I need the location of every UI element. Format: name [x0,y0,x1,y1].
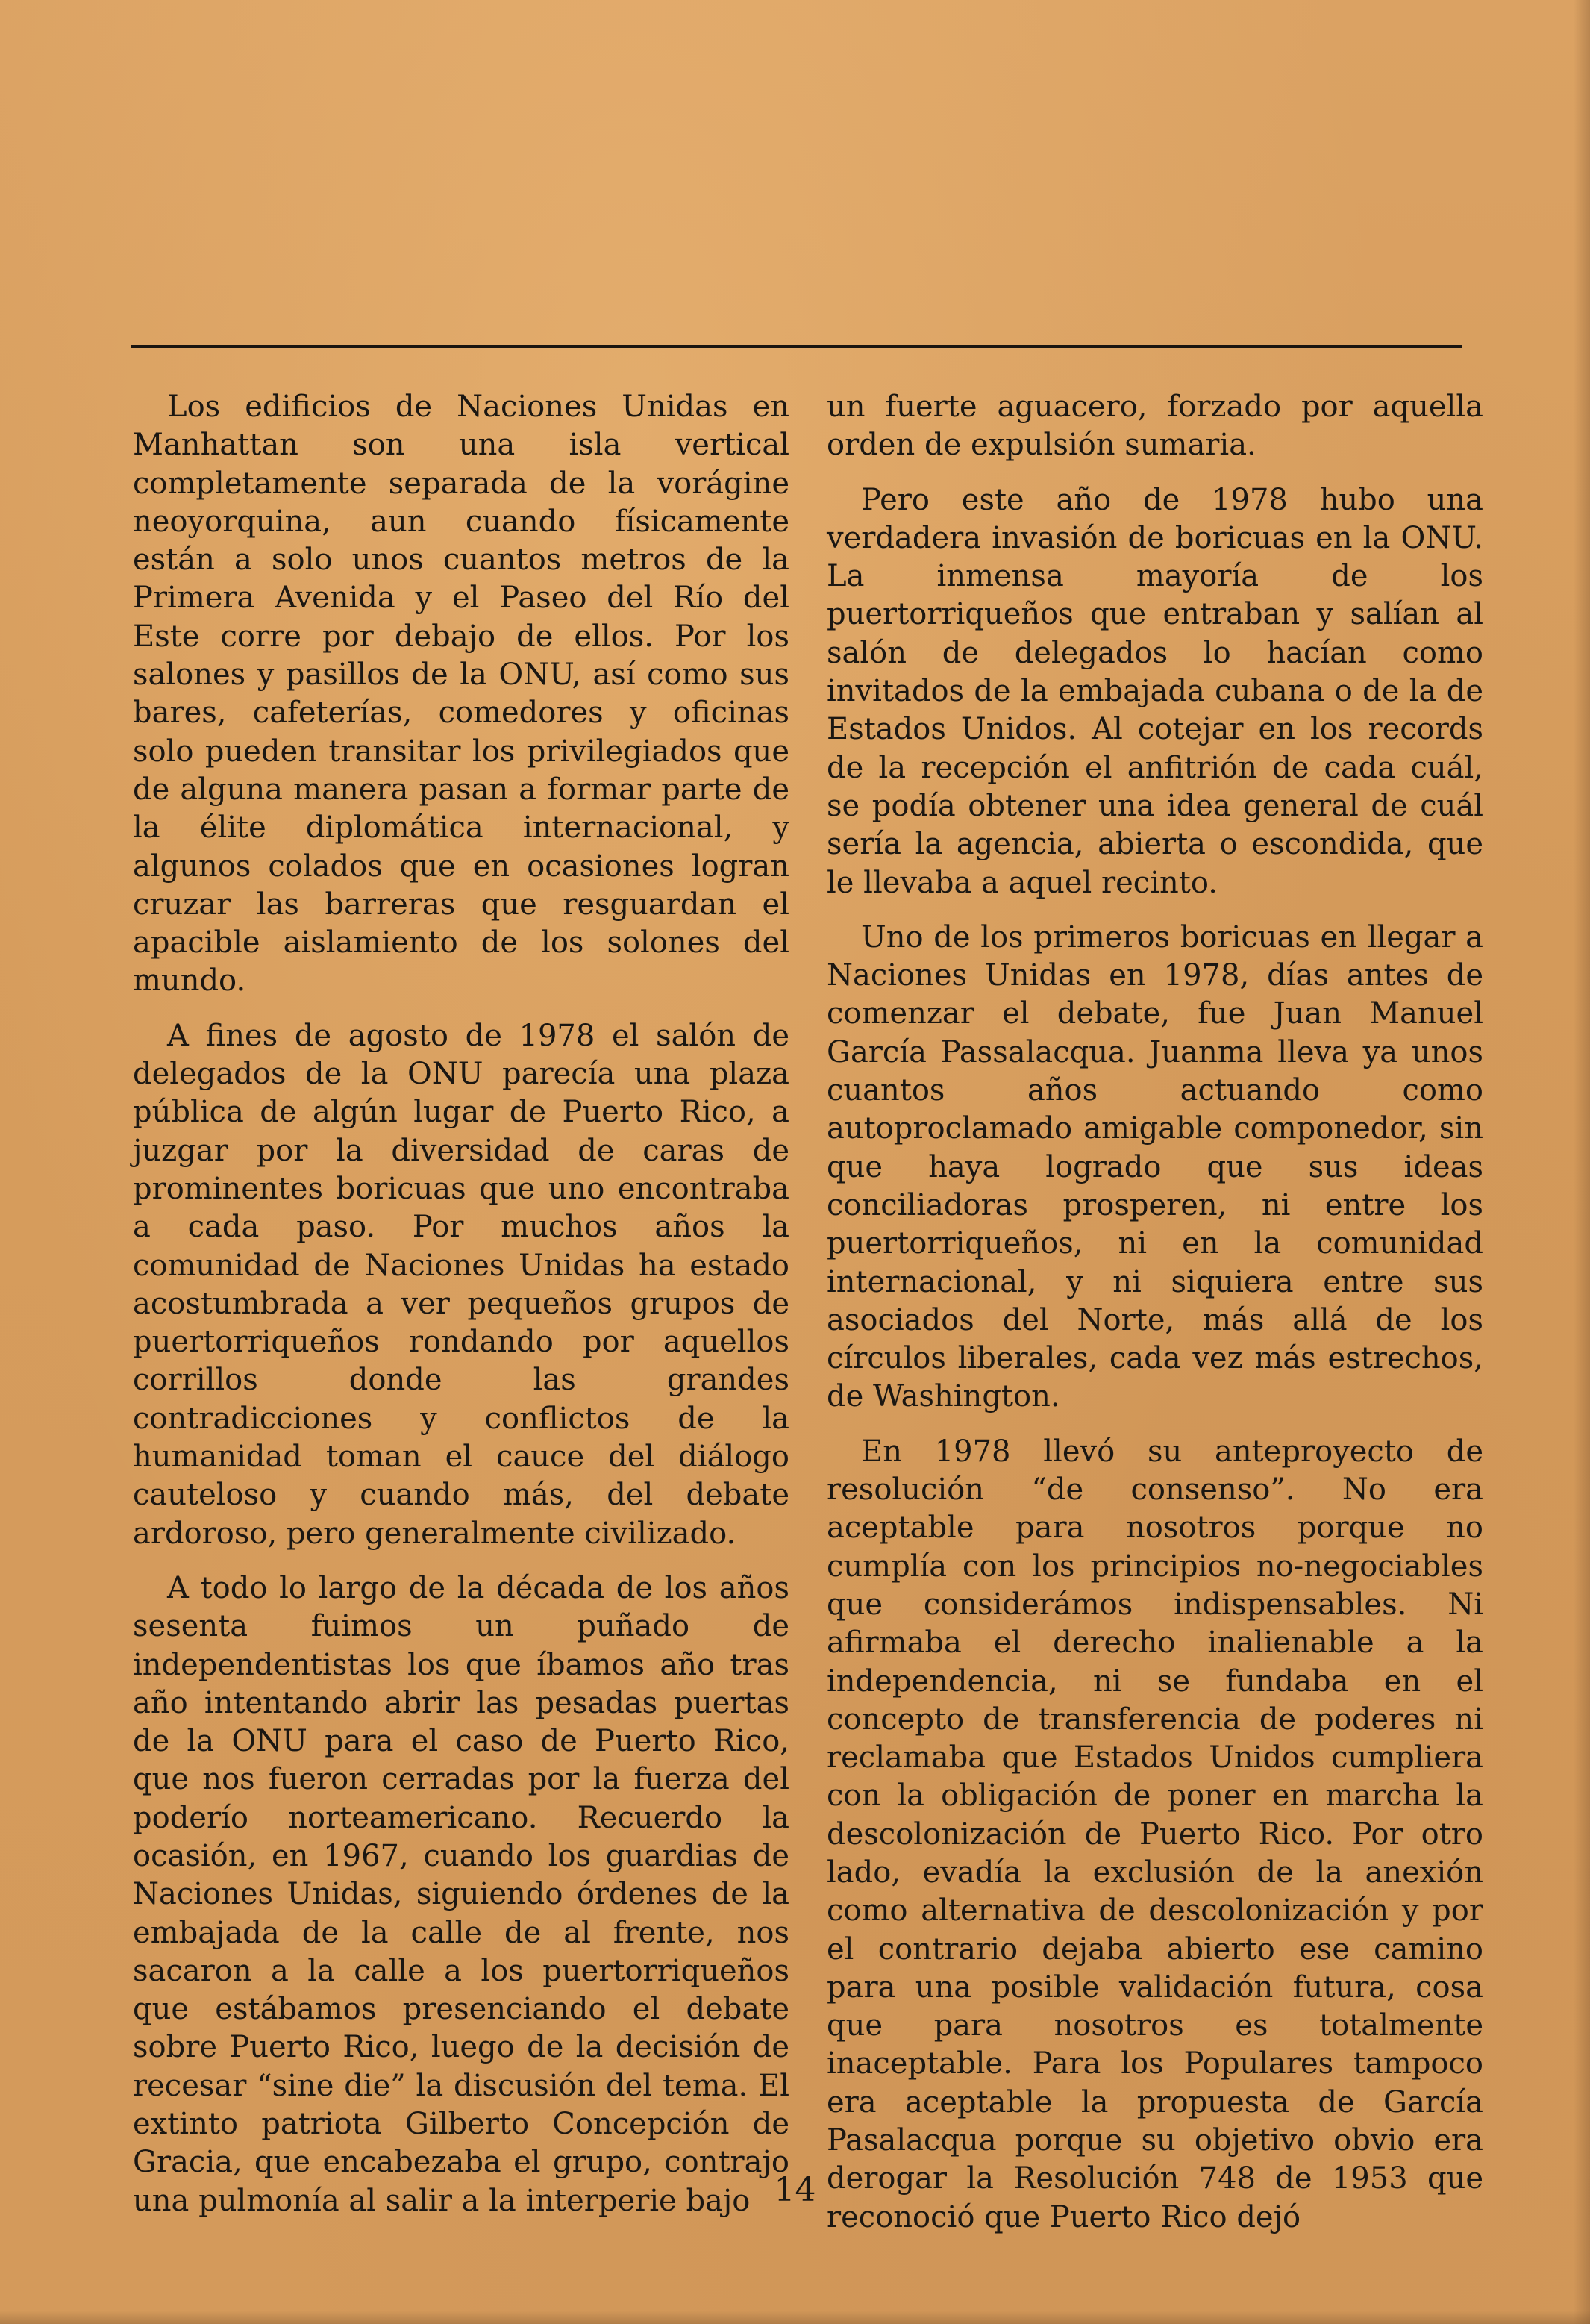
paragraph: Los edificios de Naciones Unidas en Manhattan son una isla vertical completamente separada de la vorágine neoyorquina, aun cuando físicamente están a solo unos cuantos metros de la Primera Avenida y el Paseo del Río del Este corre por debajo de ellos. Por los salones y pasillos de la ONU, así como sus bares, cafeterías, comedores y oficinas solo pueden transitar los privilegiados que de alguna manera pasan a formar parte de la élite diplomática internacional, y algunos colados que en ocasiones logran cruzar las barreras que resguardan el apacible aislamiento de los solones del mundo. [133,390,789,999]
left-text-column [133,388,789,2237]
right-text-column [827,388,1483,2253]
paragraph: Uno de los primeros boricuas en llegar a Naciones Unidas en 1978, días antes de comenzar el debate, fue Juan Manuel García Passalacqua. Juanma lleva ya unos cuantos años actuando como autoproclamado amigable componedor, sin que haya logrado que sus ideas conciliadoras prosperen, ni entre los puertorriqueños, ni en la comunidad internacional, y ni siquiera entre sus asociados del Norte, más allá de los círculos liberales, cada vez más estrechos, de Washington. [827,919,1483,1414]
paragraph: A todo lo largo de la década de los años sesenta fuimos un puñado de independentistas los que íbamos año tras año intentando abrir las pesadas puertas de la ONU para el caso de Puerto Rico, que nos fueron cerradas por la fuerza del poderío norteamericano. Recuerdo la ocasión, en 1967, cuando los guardias de Naciones Unidas, siguiendo órdenes de la embajada de la calle de al frente, nos sacaron a la calle a los puertorriqueños que estábamos presenciando el debate sobre Puerto Rico, luego de la decisión de recesar “sine die” la discusión del tema. El extinto patriota Gilberto Concepción de Gracia, que encabezaba el grupo, contrajo una pulmonía al salir a la interperie bajo [133,1570,789,2218]
header-rule [131,345,1462,348]
page-number: 14 [774,2171,816,2209]
paragraph: Pero este año de 1978 hubo una verdadera invasión de boricuas en la ONU. La inmensa mayoría de los puertorriqueños que entraban y salían al salón de delegados lo hacían como invitados de la embajada cubana o de la de Estados Unidos. Al cotejar en los records de la recepción el anfitrión de cada cuál, se podía obtener una idea general de cuál sería la agencia, abierta o escondida, que le llevaba a aquel recinto. [827,482,1483,900]
page-bottom-shadow [0,2311,1590,2324]
paragraph-continuation: un fuerte aguacero, forzado por aquella orden de expulsión sumaria. [827,390,1483,463]
page-edge-shadow [1574,0,1590,2324]
paragraph: En 1978 llevó su anteproyecto de resolución “de consenso”. No era aceptable para nosotros porque no cumplía con los principios no-negociables que considerámos indispensables. Ni afirmaba el derecho inalienable a la independencia, ni se fundaba en el concepto de transferencia de poderes ni reclamaba que Estados Unidos cumpliera con la obligación de poner en marcha la descolonización de Puerto Rico. Por otro lado, evadía la exclusión de la anexión como alternativa de descolonización y por el contrario dejaba abierto ese camino para una posible validación futura, cosa que para nosotros es totalmente inaceptable. Para los Populares tampoco era aceptable la propuesta de García Pasalacqua porque su objetivo obvio era derogar la Resolución 748 de 1953 que reconoció que Puerto Rico dejó [827,1434,1483,2234]
paragraph: A fines de agosto de 1978 el salón de delegados de la ONU parecía una plaza pública de algún lugar de Puerto Rico, a juzgar por la diversidad de caras de prominentes boricuas que uno encontraba a cada paso. Por muchos años la comunidad de Naciones Unidas ha estado acostumbrada a ver pequeños grupos de puertorriqueños rondando por aquellos corrillos donde las grandes contradicciones y conflictos de la humanidad toman el cauce del diálogo cauteloso y cuando más, del debate ardoroso, pero generalmente civilizado. [133,1018,789,1551]
